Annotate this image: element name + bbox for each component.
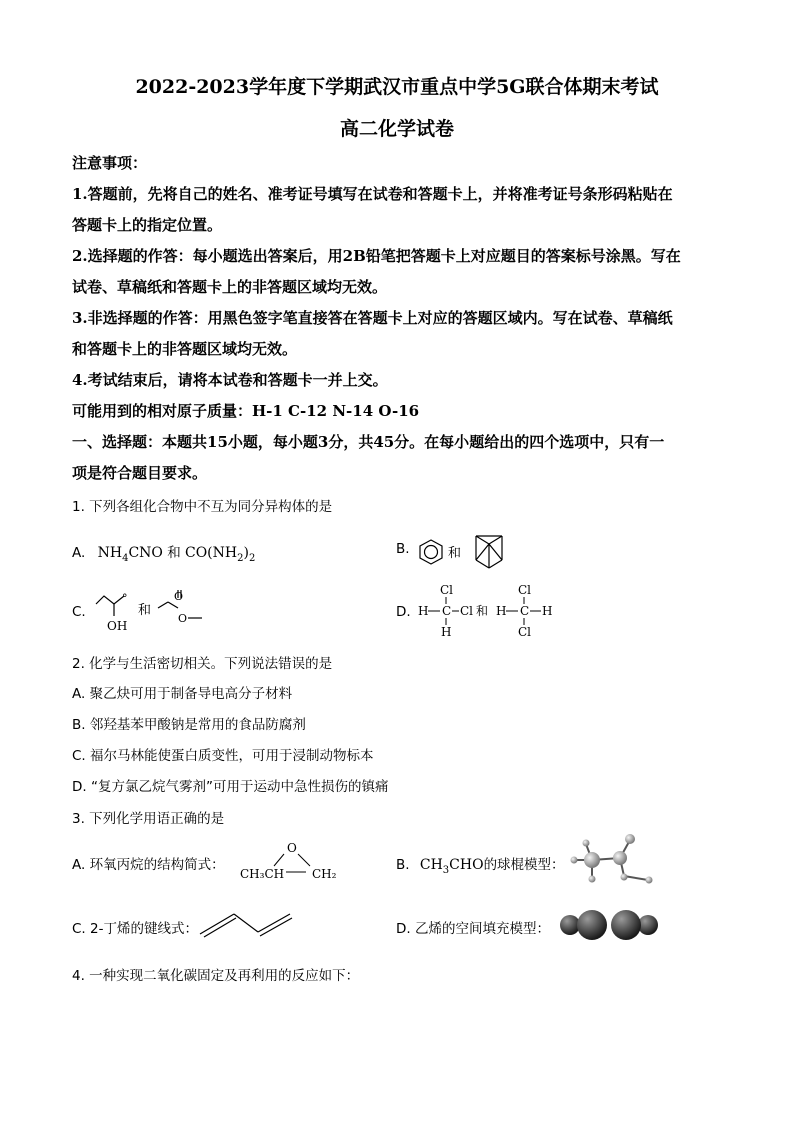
q1-a-formula-2: $CO(NH_2)_2$ [184, 545, 256, 564]
notice-item-4: 4.考试结束后，请将本试卷和答题卡一并上交。 [72, 371, 388, 389]
q3-option-b-ball-stick-model [566, 830, 662, 890]
q1-c-o-2: O [178, 612, 188, 625]
q2-stem: 2. 化学与生活密切相关。下列说法错误的是 [72, 656, 333, 672]
q2-option-a: A. 聚乙炔可用于制备导电高分子材料 [72, 686, 293, 702]
d2-cl-bottom: Cl [518, 625, 532, 639]
page-title: 2022-2023学年度下学期武汉市重点中学5G联合体期末考试 [135, 76, 659, 98]
notice-heading: 注意事项： [72, 154, 148, 172]
d2-c: C [520, 604, 530, 618]
q1-c-oh: OH [107, 619, 128, 633]
hydrogen-atom [646, 877, 653, 884]
q1-option-c-structures [90, 584, 220, 634]
q1-stem: 1. 下列各组化合物中不互为同分异构体的是 [72, 499, 333, 515]
q3-option-c-skeletal-structure [196, 906, 296, 940]
q2-option-d: D. “复方氯乙烷气雾剂”可用于运动中急性损伤的镇痛 [72, 779, 389, 795]
q1-option-a [72, 541, 255, 564]
q1-b-label: B. [396, 541, 410, 557]
benzene-ring [420, 540, 442, 564]
d1-h-bottom: H [441, 625, 452, 639]
q3-b-desc: 的球棍模型： [483, 857, 565, 873]
prismane-cage [476, 536, 502, 568]
q1-c-and: 和 [138, 603, 152, 618]
notice-item-1-cont: 答题卡上的指定位置。 [72, 216, 223, 234]
carbon-sphere [611, 910, 641, 940]
q1-c-o-1: O [174, 590, 184, 603]
section-heading-line2: 项是符合题目要求。 [72, 464, 208, 482]
d2-h-left: H [496, 604, 507, 618]
q1-b-and: 和 [448, 546, 462, 561]
d1-c: C [442, 604, 452, 618]
q3-a-right-group: CH₂ [312, 867, 337, 881]
carbon-sphere [577, 910, 607, 940]
hydrogen-atom [621, 874, 628, 881]
q3-option-a-structure [236, 836, 346, 886]
hydrogen-atom [583, 840, 590, 847]
q3-b-label: B. [396, 857, 410, 873]
oxygen-atom [625, 834, 635, 844]
q2-option-c: C. 福尔马林能使蛋白质变性，可用于浸制动物标本 [72, 748, 374, 764]
q2-option-b: B. 邻羟基苯甲酸钠是常用的食品防腐剂 [72, 717, 306, 733]
section-heading-line1: 一、选择题：本题共15小题，每小题3分，共45分。在每小题给出的四个选项中，只有一 [72, 433, 665, 451]
q1-a-formula-1: $NH_4CNO$ [97, 545, 163, 564]
q1-option-b-structures [416, 528, 512, 572]
hydrogen-atom [589, 876, 596, 883]
q3-option-b-text [396, 853, 565, 876]
carbon-atom-2 [613, 851, 627, 865]
q1-option-d-structures [414, 580, 564, 642]
notice-item-2-cont: 试卷、草稿纸和答题卡上的非答题区域均无效。 [72, 278, 388, 296]
q3-option-d-text: D. 乙烯的空间填充模型： [396, 921, 550, 937]
page-subtitle: 高二化学试卷 [339, 118, 454, 140]
notice-item-1: 1.答题前，先将自己的姓名、准考证号填写在试卷和答题卡上，并将准考证号条形码粘贴在 [72, 185, 673, 203]
notice-item-2: 2.选择题的作答：每小题选出答案后，用2B铅笔把答题卡上对应题目的答案标号涂黑。写在 [72, 247, 681, 265]
d2-cl-top: Cl [518, 583, 532, 597]
q4-stem: 4. 一种实现二氧化碳固定及再利用的反应如下： [72, 968, 360, 984]
q3-a-oxygen: O [287, 841, 297, 855]
q3-b-formula: $CH_3CHO$ [419, 857, 484, 876]
notice-item-3-cont: 和答题卡上的非答题区域均无效。 [72, 340, 298, 358]
atomic-mass-line: 可能用到的相对原子质量：H-1 C-12 N-14 O-16 [72, 402, 420, 420]
notice-item-3: 3.非选择题的作答：用黑色签字笔直接答在答题卡上对应的答题区域内。写在试卷、草稿纸 [72, 309, 673, 327]
q3-a-left-group: CH₃CH [240, 867, 285, 881]
d1-cl-right: Cl [460, 604, 474, 618]
d2-h-right: H [542, 604, 553, 618]
d1-h-left: H [418, 604, 429, 618]
carbon-atom-1 [584, 852, 600, 868]
q1-d-and: 和 [476, 604, 489, 618]
q1-c-ring-o: ° [122, 592, 128, 605]
d1-cl-top: Cl [440, 583, 454, 597]
hydrogen-atom [571, 857, 578, 864]
q3-option-c-text: C. 2-丁烯的键线式： [72, 921, 198, 937]
q3-stem: 3. 下列化学用语正确的是 [72, 811, 225, 827]
q1-c-label: C. [72, 604, 86, 620]
q3-option-a-text: A. 环氧丙烷的结构简式： [72, 857, 225, 873]
q1-a-and: 和 [167, 545, 181, 561]
q1-d-label: D. [396, 604, 411, 620]
q1-a-label: A. [72, 545, 86, 561]
propanol-skeleton [96, 596, 124, 616]
q3-option-d-space-filling-model [556, 904, 662, 944]
